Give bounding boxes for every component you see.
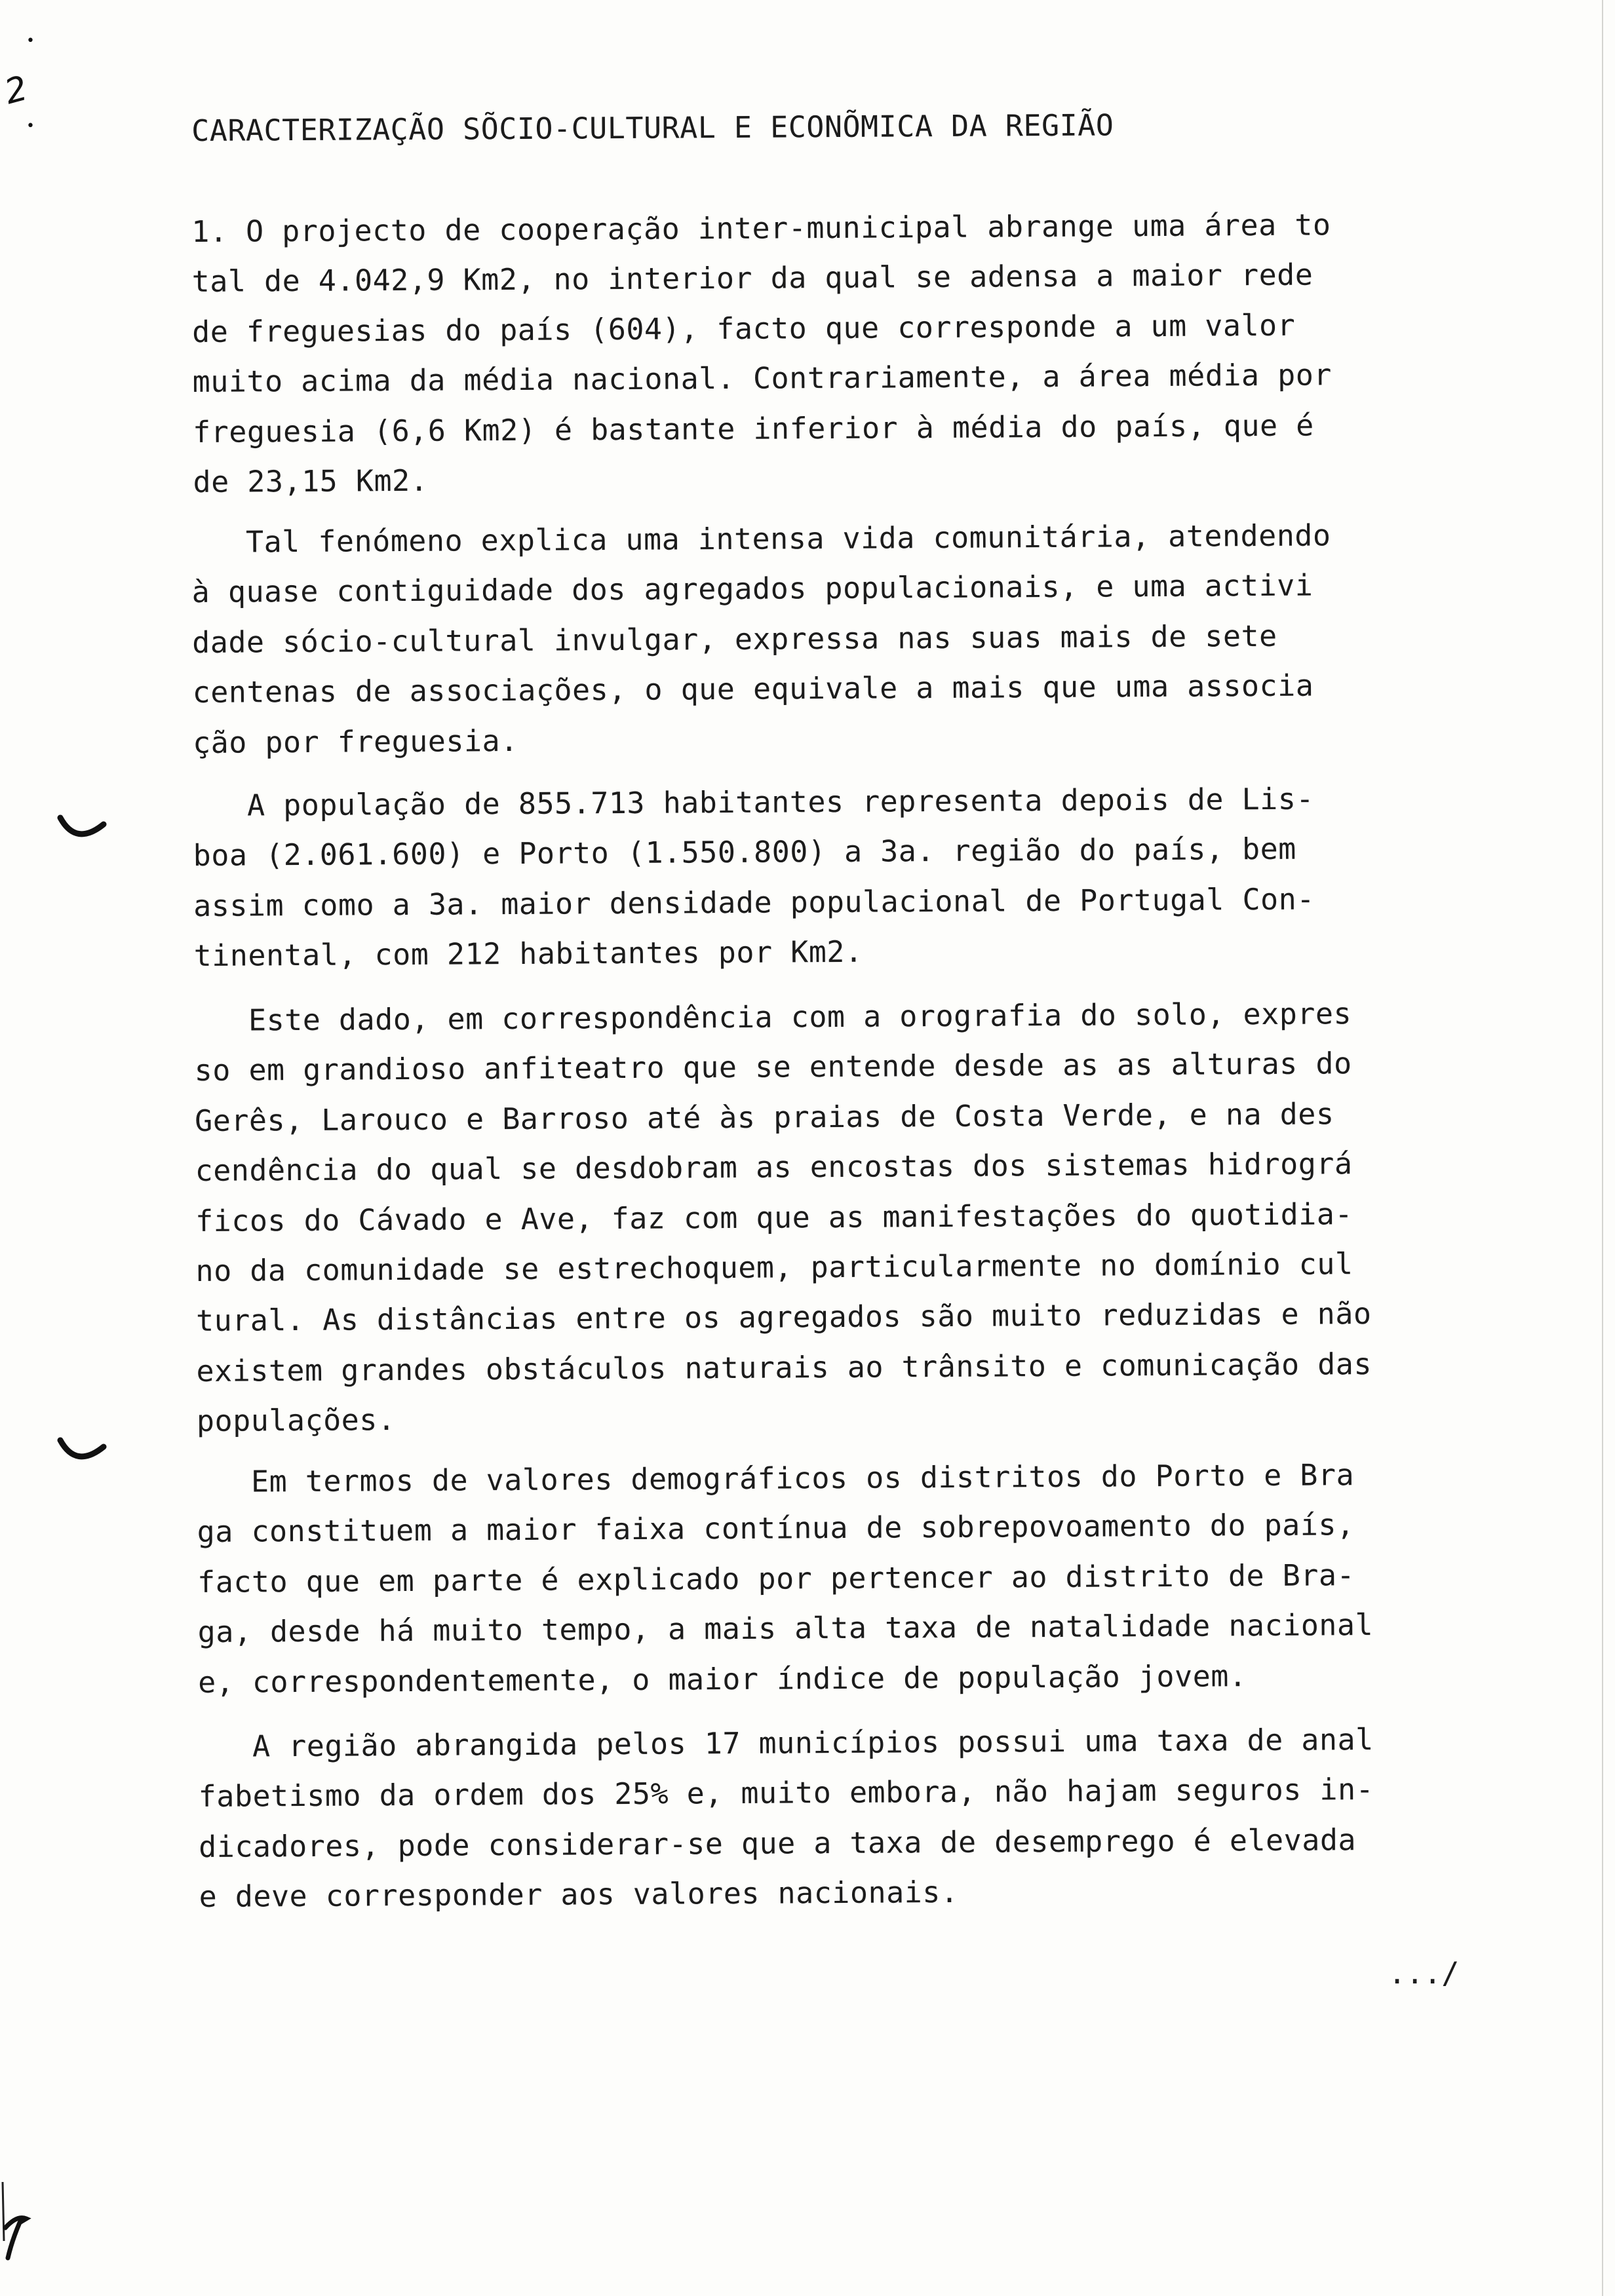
margin-dot-mid: • bbox=[26, 118, 35, 134]
text-line: de 23,15 Km2. bbox=[193, 463, 429, 499]
text-line: ga constituem a maior faixa contínua de sobrepovoamento do país, bbox=[197, 1507, 1355, 1550]
paragraph-5 bbox=[197, 1449, 1509, 1708]
text-line: facto que em parte é explicado por pertencer ao distrito de Bra- bbox=[197, 1557, 1355, 1599]
text-line: ção por freguesia. bbox=[192, 723, 518, 760]
text-line: ga, desde há muito tempo, a mais alta taxa de natalidade nacional bbox=[197, 1607, 1374, 1650]
text-line: assim como a 3a. maior densidade populacional de Portugal Con- bbox=[193, 881, 1315, 923]
text-line: 1. O projecto de cooperação inter-municipal abrange uma área to bbox=[191, 207, 1331, 249]
text-line: so em grandioso anfiteatro que se entende desde as as alturas do bbox=[194, 1046, 1352, 1088]
margin-corner-mark bbox=[0, 2182, 39, 2261]
text-line: Este dado, em correspondência com a orografia do solo, expres bbox=[194, 996, 1352, 1038]
page-number: 2 bbox=[0, 68, 32, 113]
text-line: no da comunidade se estrechoquem, particularmente no domínio cul bbox=[195, 1246, 1353, 1288]
text-line: A região abrangida pelos 17 municípios possui uma taxa de anal bbox=[198, 1722, 1374, 1764]
text-line: existem grandes obstáculos naturais ao trânsito e comunicação das bbox=[196, 1346, 1372, 1388]
paragraph-1 bbox=[191, 199, 1504, 508]
paragraph-3 bbox=[193, 773, 1505, 982]
text-line: tal de 4.042,9 Km2, no interior da qual se adensa a maior rede bbox=[191, 257, 1313, 299]
text-line: centenas de associações, o que equivale a mais que uma associa bbox=[192, 668, 1314, 710]
text-line: à quase contiguidade dos agregados populacionais, e uma activi bbox=[191, 567, 1313, 610]
text-line: ficos do Cávado e Ave, faz com que as manifestações do quotidia- bbox=[195, 1196, 1353, 1238]
text-line: tinental, com 212 habitantes por Km2. bbox=[193, 934, 863, 974]
text-line: fabetismo da ordem dos 25% e, muito embora, não hajam seguros in- bbox=[198, 1772, 1374, 1814]
text-line: Tal fenómeno explica uma intensa vida comunitária, atendendo bbox=[191, 518, 1331, 560]
text-line: Em termos de valores demográficos os distritos do Porto e Bra bbox=[197, 1457, 1355, 1499]
document-title: CARACTERIZAÇÃO SÕCIO-CULTURAL E ECONÕMICA DA REGIÃO bbox=[191, 107, 1114, 148]
text-line: muito acima da média nacional. Contrariamente, a área média por bbox=[192, 357, 1333, 400]
text-line: cendência do qual se desdobram as encostas dos sistemas hidrográ bbox=[195, 1146, 1353, 1189]
paragraph-2 bbox=[191, 510, 1504, 768]
page-edge bbox=[1602, 0, 1603, 2296]
text-line: e, correspondentemente, o maior índice de população jovem. bbox=[197, 1658, 1247, 1700]
paragraph-4 bbox=[194, 988, 1508, 1447]
text-line: populações. bbox=[196, 1402, 396, 1439]
text-line: dade sócio-cultural invulgar, expressa nas suas mais de sete bbox=[192, 618, 1277, 660]
margin-dot-top: • bbox=[26, 33, 35, 49]
hole-punch-mark-lower bbox=[56, 1435, 109, 1474]
text-line: e deve corresponder aos valores nacionais. bbox=[199, 1875, 959, 1915]
text-line: boa (2.061.600) e Porto (1.550.800) a 3a. região do país, bem bbox=[193, 832, 1296, 873]
page-continuation-mark: .../ bbox=[1388, 1956, 1460, 1991]
text-line: freguesia (6,6 Km2) é bastante inferior à média do país, que é bbox=[192, 408, 1314, 450]
text-line: Gerês, Larouco e Barroso até às praias de Costa Verde, e na des bbox=[195, 1096, 1334, 1138]
hole-punch-mark-upper bbox=[56, 813, 109, 852]
text-line: de freguesias do país (604), facto que corresponde a um valor bbox=[192, 307, 1296, 349]
text-line: dicadores, pode considerar-se que a taxa de desemprego é elevada bbox=[199, 1822, 1357, 1864]
text-line: tural. As distâncias entre os agregados são muito reduzidas e não bbox=[195, 1296, 1372, 1339]
text-line: A população de 855.713 habitantes representa depois de Lis- bbox=[193, 781, 1315, 823]
paragraph-6 bbox=[198, 1714, 1510, 1923]
